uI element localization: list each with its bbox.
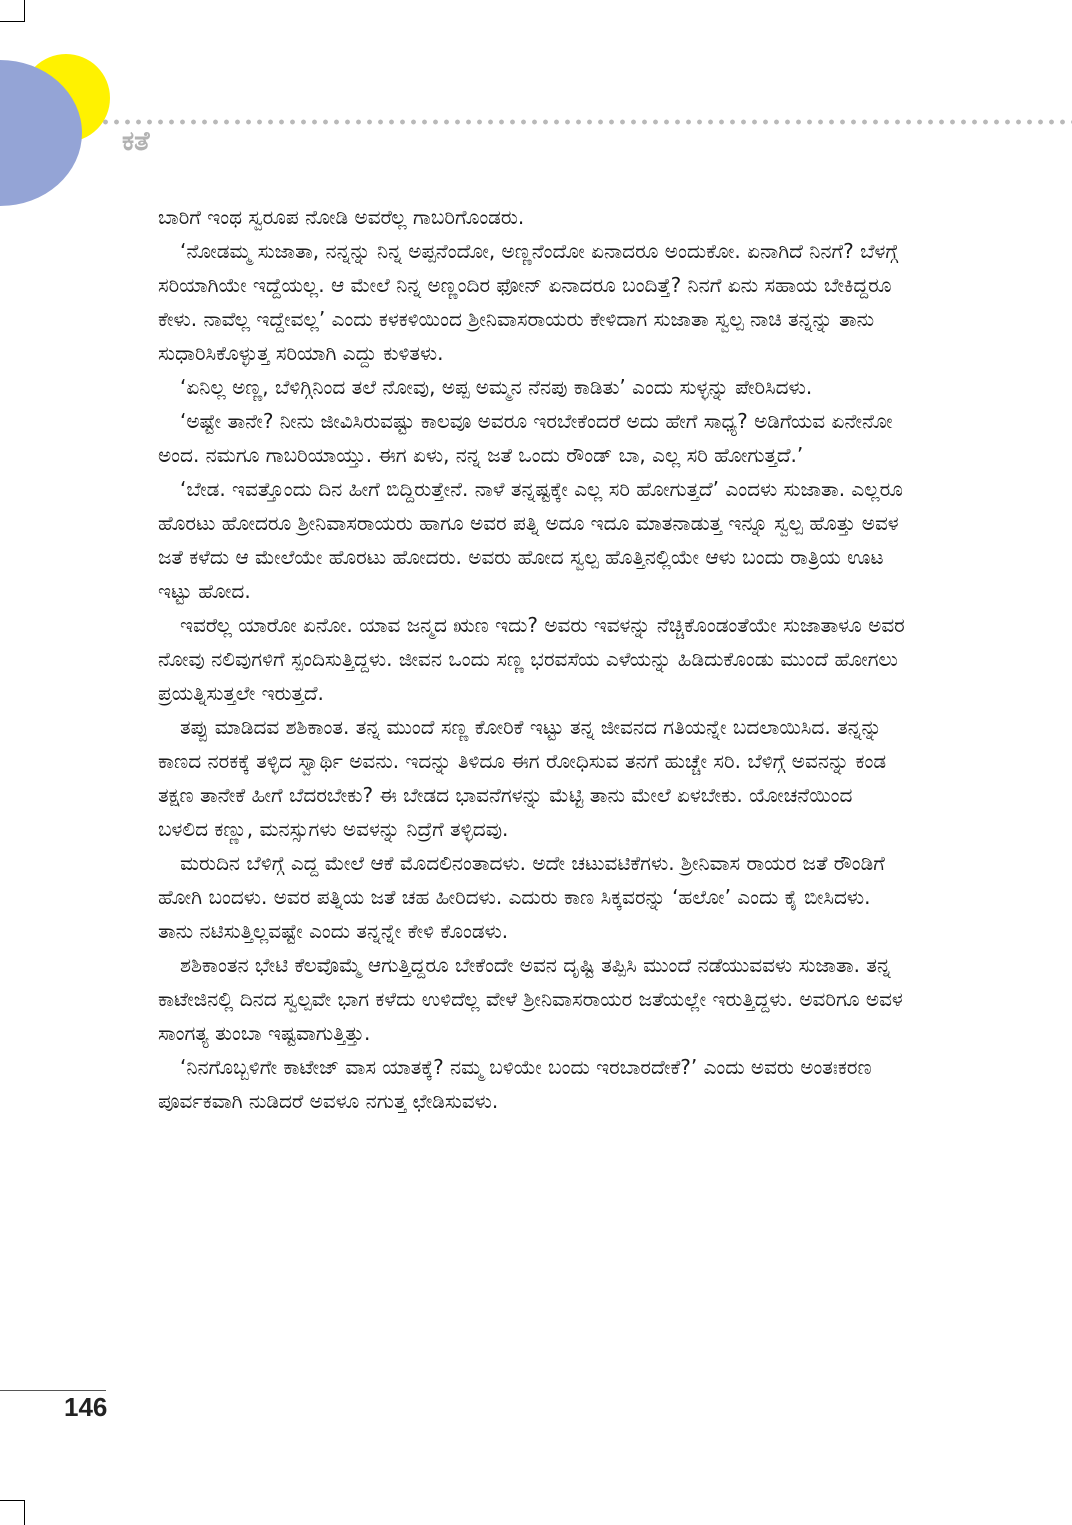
paragraph-3: ‘ಏನಿಲ್ಲ ಅಣ್ಣ, ಬೆಳಿಗ್ಗಿನಿಂದ ತಲೆ ನೋವು, ಅಪ್ಪ ಅಮ್ಮನ ನೆನಪು ಕಾಡಿತು’ ಎಂದು ಸುಳ್ಳನ್ನು ಪೇರಿಸಿದಳು. bbox=[180, 375, 813, 399]
crop-mark-bottom-left bbox=[24, 1500, 25, 1525]
crop-mark-top-left bbox=[24, 0, 25, 22]
story-body bbox=[158, 200, 908, 1118]
paragraph-10: ‘ನಿನಗೊಬ್ಬಳಿಗೇ ಕಾಟೇಜ್ ವಾಸ ಯಾತಕ್ಕೆ? ನಮ್ಮ ಬಳಿಯೇ ಬಂದು ಇರಬಾರದೇಕೆ?’ ಎಂದು ಅವರು ಅಂತಃಕರಣ ಪೂರ್ವಕವಾಗಿ ನುಡಿದರೆ ಅವಳೂ ನಗುತ್ತ ಛೇಡಿಸುವಳು. bbox=[158, 1055, 872, 1113]
paragraph-2: ‘ನೋಡಮ್ಮ ಸುಜಾತಾ, ನನ್ನನ್ನು ನಿನ್ನ ಅಪ್ಪನೆಂದೋ, ಅಣ್ಣನೆಂದೋ ಏನಾದರೂ ಅಂದುಕೋ. ಏನಾಗಿದೆ ನಿನಗೆ? ಬೆಳಗ್ಗೆ ಸರಿಯಾಗಿಯೇ ಇದ್ದೆಯಲ್ಲ. ಆ ಮೇಲೆ ನಿನ್ನ ಅಣ್ಣಂದಿರ ಫೋನ್ ಏನಾದರೂ ಬಂದಿತ್ತೆ? ನಿನಗೆ ಏನು ಸಹಾಯ ಬೇಕಿದ್ದರೂ ಕೇಳು. ನಾವೆಲ್ಲ ಇದ್ದೇವಲ್ಲ’ ಎಂದು ಕಳಕಳಿಯಿಂದ ಶ್ರೀನಿವಾಸರಾಯರು ಕೇಳಿದಾಗ ಸುಜಾತಾ ಸ್ವಲ್ಪ ನಾಚಿ ತನ್ನನ್ನು ತಾನು ಸುಧಾರಿಸಿಕೊಳ್ಳುತ್ತ ಸರಿಯಾಗಿ ಎದ್ದು ಕುಳಿತಳು. bbox=[158, 239, 899, 365]
paragraph-7: ತಪ್ಪು ಮಾಡಿದವ ಶಶಿಕಾಂತ. ತನ್ನ ಮುಂದೆ ಸಣ್ಣ ಕೋರಿಕೆ ಇಟ್ಟು ತನ್ನ ಜೀವನದ ಗತಿಯನ್ನೇ ಬದಲಾಯಿಸಿದ. ತನ್ನನ್ನು ಕಾಣದ ನರಕಕ್ಕೆ ತಳ್ಳಿದ ಸ್ವಾರ್ಥಿ ಅವನು. ಇದನ್ನು ತಿಳಿದೂ ಈಗ ರೋಧಿಸುವ ತನಗೆ ಹುಚ್ಚೇ ಸರಿ. ಬೆಳಿಗ್ಗೆ ಅವನನ್ನು ಕಂಡ ತಕ್ಷಣ ತಾನೇಕೆ ಹೀಗೆ ಬೆದರಬೇಕು? ಈ ಬೇಡದ ಭಾವನೆಗಳನ್ನು ಮೆಟ್ಟಿ ತಾನು ಮೇಲೆ ಏಳಬೇಕು. ಯೋಚನೆಯಿಂದ ಬಳಲಿದ ಕಣ್ಣು, ಮನಸ್ಸುಗಳು ಅವಳನ್ನು ನಿದ್ರೆಗೆ ತಳ್ಳಿದವು. bbox=[158, 715, 887, 841]
dotted-header-rule bbox=[100, 119, 1072, 125]
paragraph-6: ಇವರೆಲ್ಲ ಯಾರೋ ಏನೋ. ಯಾವ ಜನ್ಮದ ಋಣ ಇದು? ಅವರು ಇವಳನ್ನು ನೆಚ್ಚಿಕೊಂಡಂತೆಯೇ ಸುಜಾತಾಳೂ ಅವರ ನೋವು ನಲಿವುಗಳಿಗೆ ಸ್ಪಂದಿಸುತ್ತಿದ್ದಳು. ಜೀವನ ಒಂದು ಸಣ್ಣ ಭರವಸೆಯ ಎಳೆಯನ್ನು ಹಿಡಿದುಕೊಂಡು ಮುಂದೆ ಹೋಗಲು ಪ್ರಯತ್ನಿಸುತ್ತಲೇ ಇರುತ್ತದೆ. bbox=[158, 613, 905, 705]
crop-mark-bottom-left-horizontal bbox=[0, 1500, 25, 1501]
paragraph-8: ಮರುದಿನ ಬೆಳಿಗ್ಗೆ ಎದ್ದ ಮೇಲೆ ಆಕೆ ಮೊದಲಿನಂತಾದಳು. ಅದೇ ಚಟುವಟಿಕೆಗಳು. ಶ್ರೀನಿವಾಸ ರಾಯರ ಜತೆ ರೌಂಡಿಗೆ ಹೋಗಿ ಬಂದಳು. ಅವರ ಪತ್ನಿಯ ಜತೆ ಚಹ ಹೀರಿದಳು. ಎದುರು ಕಾಣ ಸಿಕ್ಕವರನ್ನು ‘ಹಲೋ’ ಎಂದು ಕೈ ಬೀಸಿದಳು. ತಾನು ನಟಿಸುತ್ತಿಲ್ಲವಷ್ಟೇ ಎಂದು ತನ್ನನ್ನೇ ಕೇಳಿ ಕೊಂಡಳು. bbox=[158, 851, 885, 943]
section-title: ಕತೆ bbox=[122, 126, 150, 157]
paragraph-1: ಬಾರಿಗೆ ಇಂಥ ಸ್ವರೂಪ ನೋಡಿ ಅವರೆಲ್ಲ ಗಾಬರಿಗೊಂಡರು. bbox=[158, 205, 525, 229]
page-number: 146 bbox=[64, 1392, 108, 1422]
footer-rule bbox=[0, 1390, 106, 1391]
paragraph-9: ಶಶಿಕಾಂತನ ಭೇಟಿ ಕೆಲವೊಮ್ಮೆ ಆಗುತ್ತಿದ್ದರೂ ಬೇಕೆಂದೇ ಅವನ ದೃಷ್ಟಿ ತಪ್ಪಿಸಿ ಮುಂದೆ ನಡೆಯುವವಳು ಸುಜಾತಾ. ತನ್ನ ಕಾಟೇಜಿನಲ್ಲಿ ದಿನದ ಸ್ವಲ್ಪವೇ ಭಾಗ ಕಳೆದು ಉಳಿದೆಲ್ಲ ವೇಳೆ ಶ್ರೀನಿವಾಸರಾಯರ ಜತೆಯಲ್ಲೇ ಇರುತ್ತಿದ್ದಳು. ಅವರಿಗೂ ಅವಳ ಸಾಂಗತ್ಯ ತುಂಬಾ ಇಷ್ಟವಾಗುತ್ತಿತ್ತು. bbox=[158, 953, 903, 1045]
crop-mark-top-left-horizontal bbox=[0, 21, 25, 22]
paragraph-5: ‘ಬೇಡ. ಇವತ್ತೊಂದು ದಿನ ಹೀಗೆ ಬಿದ್ದಿರುತ್ತೇನೆ. ನಾಳೆ ತನ್ನಷ್ಟಕ್ಕೇ ಎಲ್ಲ ಸರಿ ಹೋಗುತ್ತದೆ’ ಎಂದಳು ಸುಜಾತಾ. ಎಲ್ಲರೂ ಹೊರಟು ಹೋದರೂ ಶ್ರೀನಿವಾಸರಾಯರು ಹಾಗೂ ಅವರ ಪತ್ನಿ ಅದೂ ಇದೂ ಮಾತನಾಡುತ್ತ ಇನ್ನೂ ಸ್ವಲ್ಪ ಹೊತ್ತು ಅವಳ ಜತೆ ಕಳೆದು ಆ ಮೇಲೆಯೇ ಹೊರಟು ಹೋದರು. ಅವರು ಹೋದ ಸ್ವಲ್ಪ ಹೊತ್ತಿನಲ್ಲಿಯೇ ಆಳು ಬಂದು ರಾತ್ರಿಯ ಊಟ ಇಟ್ಟು ಹೋದ. bbox=[158, 477, 903, 603]
paragraph-4: ‘ಅಷ್ಟೇ ತಾನೇ? ನೀನು ಜೀವಿಸಿರುವಷ್ಟು ಕಾಲವೂ ಅವರೂ ಇರಬೇಕೆಂದರೆ ಅದು ಹೇಗೆ ಸಾಧ್ಯ? ಅಡಿಗೆಯವ ಏನೇನೋ ಅಂದ. ನಮಗೂ ಗಾಬರಿಯಾಯ್ತು. ಈಗ ಏಳು, ನನ್ನ ಜತೆ ಒಂದು ರೌಂಡ್ ಬಾ, ಎಲ್ಲ ಸರಿ ಹೋಗುತ್ತದೆ.’ bbox=[158, 409, 893, 467]
